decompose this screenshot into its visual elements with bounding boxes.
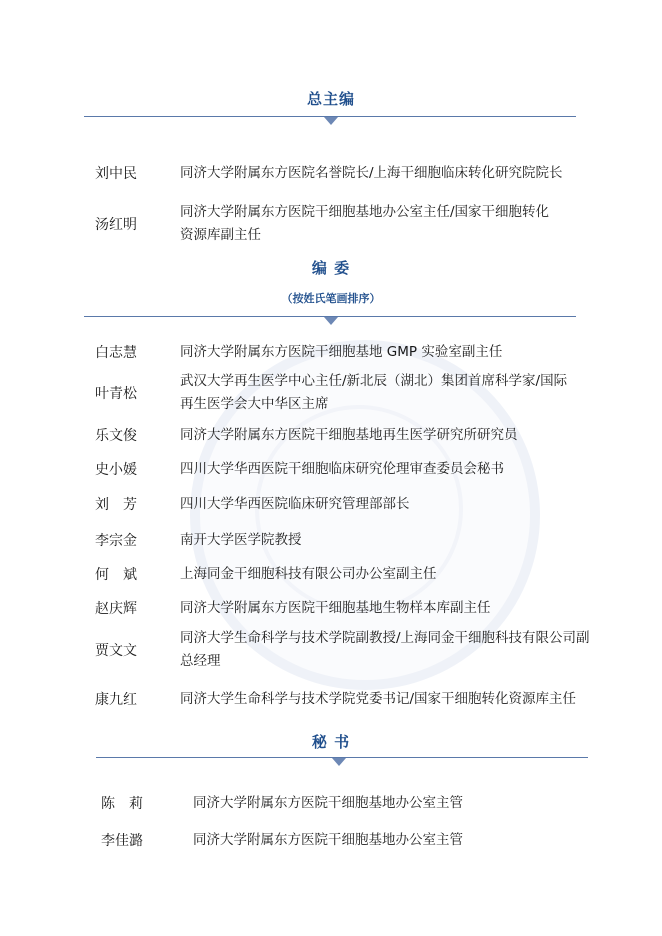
- secretary-entry: [101, 828, 581, 852]
- board-member-entry: [95, 562, 595, 586]
- member-title: 同济大学附属东方医院干细胞基地办公室主任/国家干细胞转化资源库副主任: [180, 204, 550, 243]
- member-title: 同济大学生命科学与技术学院副教授/上海同金干细胞科技有限公司副总经理: [180, 630, 590, 669]
- member-title: 南开大学医学院教授: [180, 531, 302, 548]
- member-name: 康九红: [95, 692, 137, 708]
- editor-in-chief-entry: [95, 201, 565, 247]
- member-name: 刘中民: [95, 166, 137, 182]
- member-name: 白志慧: [95, 345, 137, 361]
- member-name: 叶青松: [95, 386, 137, 402]
- member-name: 赵庆辉: [95, 601, 137, 617]
- board-member-entry: [95, 340, 595, 364]
- member-name: 陈 莉: [101, 796, 143, 812]
- board-member-entry: [95, 528, 595, 552]
- triangle-marker-icon: [324, 317, 338, 325]
- member-title: 上海同金干细胞科技有限公司办公室副主任: [180, 565, 437, 582]
- board-member-entry: [95, 596, 595, 620]
- section-subtitle-sort-note: （按姓氏笔画排序）: [281, 292, 381, 305]
- member-name: 汤红明: [95, 217, 137, 233]
- section-title-editors-in-chief: 总主编: [306, 90, 355, 108]
- member-title: 四川大学华西医院干细胞临床研究伦理审查委员会秘书: [180, 460, 504, 477]
- triangle-marker-icon: [332, 758, 346, 766]
- member-title: 同济大学附属东方医院干细胞基地办公室主管: [193, 831, 463, 848]
- section-title-secretaries: 秘 书: [311, 733, 351, 751]
- member-title: 同济大学附属东方医院干细胞基地办公室主管: [193, 794, 463, 811]
- member-title: 同济大学附属东方医院干细胞基地生物样本库副主任: [180, 599, 491, 616]
- member-title: 同济大学附属东方医院名誉院长/上海干细胞临床转化研究院院长: [180, 164, 563, 181]
- member-title: 武汉大学再生医学中心主任/新北辰（湖北）集团首席科学家/国际再生医学会大中华区主席: [180, 373, 568, 412]
- member-title: 同济大学附属东方医院干细胞基地 GMP 实验室副主任: [180, 343, 503, 360]
- member-title: 同济大学附属东方医院干细胞基地再生医学研究所研究员: [180, 426, 518, 443]
- member-title: 四川大学华西医院临床研究管理部部长: [180, 495, 410, 512]
- member-name: 李宗金: [95, 533, 137, 549]
- member-name: 刘 芳: [95, 497, 137, 513]
- secretary-entry: [101, 791, 581, 815]
- board-member-entry: [95, 627, 595, 673]
- board-member-entry: [95, 457, 595, 481]
- board-member-entry: [95, 370, 595, 416]
- member-name: 贾文文: [95, 643, 137, 659]
- member-name: 乐文俊: [95, 428, 137, 444]
- member-title: 同济大学生命科学与技术学院党委书记/国家干细胞转化资源库主任: [180, 690, 577, 707]
- member-name: 何 斌: [95, 567, 137, 583]
- triangle-marker-icon: [324, 117, 338, 125]
- board-member-entry: [95, 423, 595, 447]
- section-title-editorial-board: 编 委: [311, 259, 351, 277]
- board-member-entry: [95, 492, 595, 516]
- editor-in-chief-entry: [95, 150, 565, 196]
- member-name: 李佳潞: [101, 833, 143, 849]
- board-member-entry: [95, 676, 595, 722]
- member-name: 史小媛: [95, 462, 137, 478]
